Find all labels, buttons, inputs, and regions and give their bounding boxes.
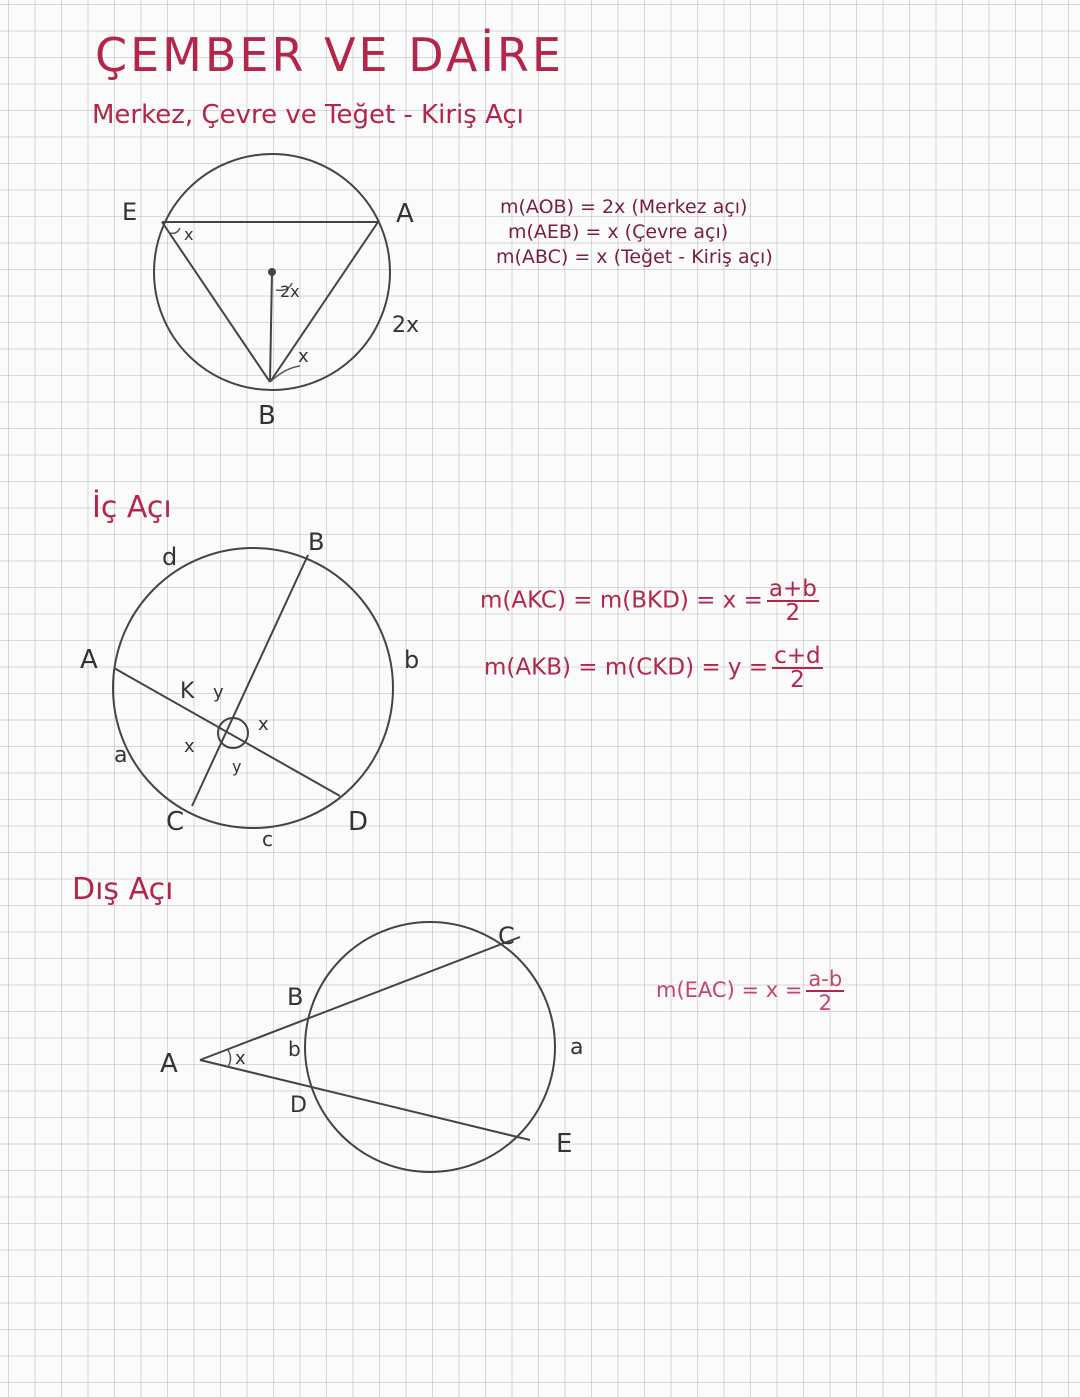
- formula-interior-x-den: 2: [785, 600, 801, 626]
- formula-interior-y-den: 2: [790, 667, 805, 693]
- label-y-top: y: [213, 682, 224, 703]
- label-y-bottom: y: [232, 757, 242, 776]
- formula-central: m(AOB) = 2x (Merkez açı): [500, 196, 748, 218]
- label-a3: a: [570, 1035, 584, 1060]
- formula-interior-y-num: c+d: [774, 643, 821, 669]
- label-B2: B: [308, 528, 325, 556]
- label-E1: E: [122, 198, 138, 226]
- formula-exterior: [656, 968, 844, 1014]
- label-c2: c: [262, 827, 273, 851]
- label-x3: x: [235, 1048, 246, 1069]
- formula-exterior-num: a-b: [808, 967, 843, 991]
- exterior-angle-arc: [228, 1050, 231, 1067]
- label-D3: D: [290, 1093, 307, 1118]
- heading-exterior-angle: Dış Açı: [72, 872, 174, 907]
- label-K: K: [180, 679, 195, 704]
- label-x-right: x: [258, 714, 269, 735]
- label-D2: D: [348, 807, 369, 837]
- label-C2: C: [166, 807, 185, 837]
- label-C3: C: [498, 922, 515, 950]
- formula-inscribed: m(AEB) = x (Çevre açı): [508, 221, 729, 243]
- formula-interior-x-lhs: m(AKC) = m(BKD) = x =: [480, 587, 763, 614]
- label-x-e: x: [184, 225, 194, 244]
- formula-interior-x-num: a+b: [768, 576, 817, 602]
- secant-AC: [200, 937, 520, 1060]
- label-a2: a: [114, 743, 128, 768]
- formula-tangent-chord: m(ABC) = x (Teğet - Kiriş açı): [496, 246, 773, 268]
- label-A2: A: [80, 645, 98, 675]
- label-b2: b: [404, 646, 420, 674]
- heading-interior-angle: İç Açı: [92, 490, 172, 525]
- formula-exterior-lhs: m(EAC) = x =: [656, 978, 803, 1002]
- label-b3: b: [288, 1037, 301, 1061]
- label-x-b: x: [298, 346, 309, 367]
- formula-exterior-den: 2: [818, 991, 832, 1015]
- label-E3: E: [556, 1129, 573, 1159]
- secant-AE: [200, 1060, 530, 1140]
- circle-3: [305, 922, 555, 1172]
- label-B1: B: [258, 401, 276, 431]
- page-title: ÇEMBER VE DAİRE: [95, 28, 564, 82]
- label-A3: A: [160, 1049, 178, 1079]
- label-A1: A: [396, 199, 414, 229]
- label-B3: B: [287, 983, 304, 1011]
- label-2x-arc: 2x: [392, 313, 420, 338]
- page-subtitle: Merkez, Çevre ve Teğet - Kiriş Açı: [92, 100, 524, 130]
- label-2x-center: 2x: [280, 282, 300, 301]
- label-d: d: [162, 543, 178, 571]
- label-x-left: x: [184, 736, 195, 757]
- formula-interior-y-lhs: m(AKB) = m(CKD) = y =: [484, 654, 769, 681]
